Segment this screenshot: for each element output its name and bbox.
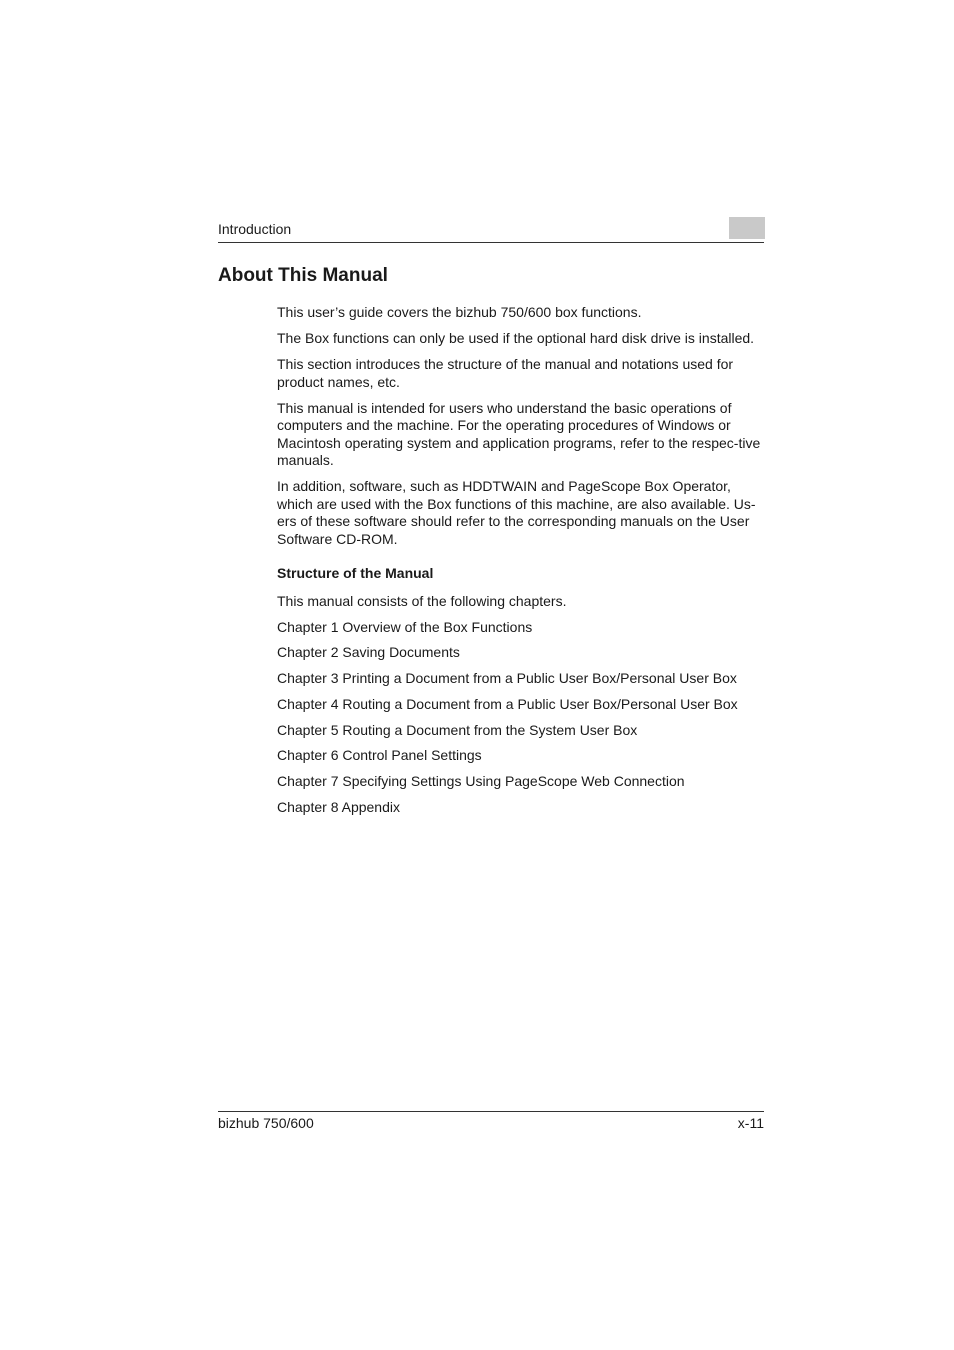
paragraph-audience: This manual is intended for users who understand the basic operations of computers and the machine. For the operating procedures of Windows or Macintosh operating system and application programs, refer to the respec-tive manuals. — [277, 399, 761, 468]
chapter-list — [277, 619, 769, 817]
footer-divider — [218, 1111, 764, 1112]
paragraph-software: In addition, software, such as HDDTWAIN and PageScope Box Operator, which are used with the Box functions of this machine, are also available. Us-ers of these software should refer to the corresponding manuals on the User Software CD-ROM. — [277, 478, 756, 547]
chapter-item-3: Chapter 3 Printing a Document from a Public User Box/Personal User Box — [277, 670, 737, 687]
chapter-item-1: Chapter 1 Overview of the Box Functions — [277, 618, 533, 635]
chapter-item-4: Chapter 4 Routing a Document from a Public User Box/Personal User Box — [277, 695, 738, 712]
footer-product-name: bizhub 750/600 — [218, 1115, 314, 1131]
page-title: About This Manual — [218, 265, 388, 286]
chapter-item-8: Chapter 8 Appendix — [277, 799, 400, 816]
chapter-item-6: Chapter 6 Control Panel Settings — [277, 747, 482, 764]
paragraph-hdd-requirement: The Box functions can only be used if the optional hard disk drive is installed. — [277, 330, 755, 346]
chapter-item-7: Chapter 7 Specifying Settings Using PageScope Web Connection — [277, 773, 685, 790]
structure-intro: This manual consists of the following chapters. — [277, 592, 567, 609]
structure-heading: Structure of the Manual — [277, 565, 434, 581]
chapter-item-5: Chapter 5 Routing a Document from the System User Box — [277, 721, 638, 738]
chapter-tab-marker — [729, 217, 765, 239]
footer-page-number: x-11 — [737, 1115, 764, 1131]
paragraph-scope: This user’s guide covers the bizhub 750/600 box functions. — [277, 304, 642, 320]
running-header-section: Introduction — [218, 221, 292, 237]
main-content — [277, 304, 769, 825]
chapter-item-2: Chapter 2 Saving Documents — [277, 644, 460, 661]
header-divider — [218, 242, 764, 243]
paragraph-section-intro: This section introduces the structure of the manual and notations used for product names, etc. — [277, 356, 734, 390]
